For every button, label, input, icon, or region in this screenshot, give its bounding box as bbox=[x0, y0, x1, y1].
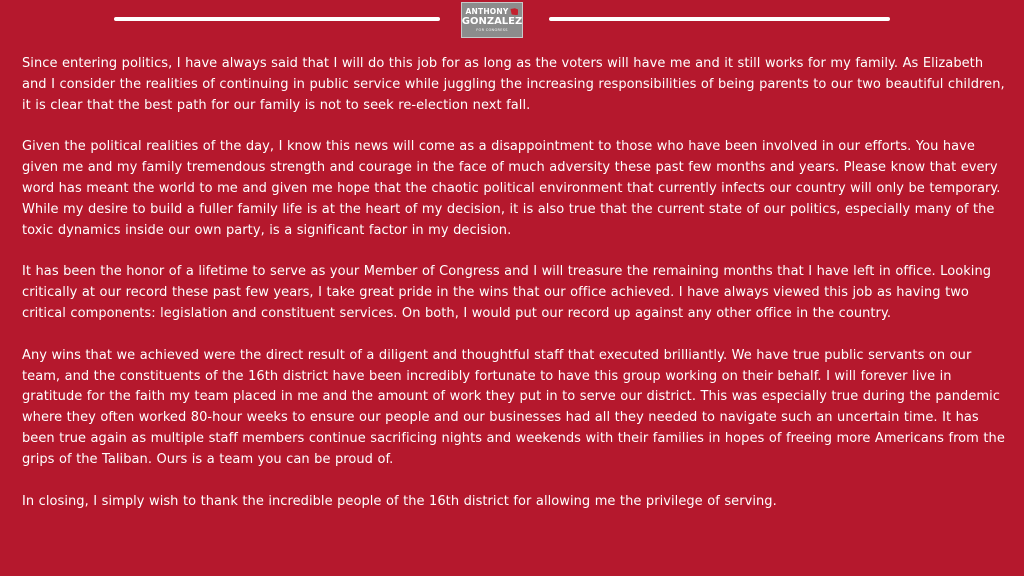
header-rule-right bbox=[549, 17, 890, 21]
statement-paragraph-3: It has been the honor of a lifetime to serve as your Member of Congress and I will treasure the remaining months that I have left in office. Looking critically at our record these past few years, I take great pride in the wins that our office achieved. I have always viewed this job as having two critical components: legislation and constituent services. On both, I would put our record up against any other office in the country. bbox=[22, 264, 992, 321]
campaign-logo bbox=[461, 2, 523, 38]
logo-line-1 bbox=[466, 8, 519, 16]
statement-paragraph-1: Since entering politics, I have always said that I will do this job for as long as the voters will have me and it still works for my family. As Elizabeth and I consider the realities of continuing in public service while juggling the increasing responsibilities of being parents to our two beautiful children, it is clear that the best path for our family is not to seek re-election next fall. bbox=[22, 56, 1005, 113]
statement-paragraph-5: In closing, I simply wish to thank the incredible people of the 16th district for allowing me the privilege of serving. bbox=[22, 493, 777, 509]
statement-body bbox=[22, 54, 1006, 533]
header-rule-left bbox=[114, 17, 440, 21]
statement-paragraph-2: Given the political realities of the day, I know this news will come as a disappointment to those who have been involved in our efforts. You have given me and my family tremendous strength and courage in the face of much adversity these past few months and years. Please know that every word has meant the world to me and given me hope that the chaotic political environment that currently infects our country will only be temporary. While my desire to build a fuller family life is at the heart of my decision, it is also true that the current state of our politics, especially many of the toxic dynamics inside our own party, is a significant factor in my decision. bbox=[22, 139, 1001, 238]
statement-paragraph-4: Any wins that we achieved were the direct result of a diligent and thoughtful staff that executed brilliantly. We have true public servants on our team, and the constituents of the 16th district have been incredibly fortunate to have this group working on their behalf. I will forever live in gratitude for the faith my team placed in me and the amount of work they put in to serve our district. This was especially true during the pandemic where they often worked 80-hour weeks to ensure our people and our businesses had all they needed to navigate such an uncertain time. It has been true again as multiple staff members continue sacrificing nights and weekends with their families in hopes of freeing more Americans from the grips of the Taliban. Ours is a team you can be proud of. bbox=[22, 347, 1005, 467]
logo-tagline: FOR CONGRESS bbox=[476, 27, 508, 32]
logo-last-name: GONZALEZ bbox=[461, 15, 523, 27]
ohio-state-icon bbox=[510, 8, 518, 15]
logo-first-name: ANTHONY bbox=[465, 7, 509, 16]
